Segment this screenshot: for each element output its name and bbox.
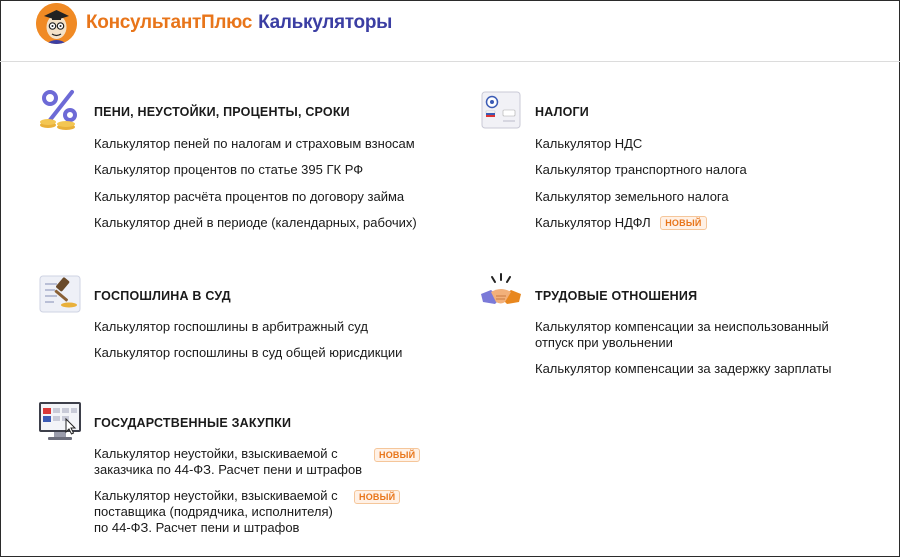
link-loan-interest[interactable]: Калькулятор расчёта процентов по договору займа (94, 189, 405, 204)
new-badge: НОВЫЙ (660, 216, 706, 230)
link-ndfl-label: Калькулятор НДФЛ (535, 215, 651, 230)
link-land-tax[interactable]: Калькулятор земельного налога (535, 189, 729, 204)
computer-screen-icon (38, 399, 82, 443)
link-line: заказчика по 44-ФЗ. Расчет пени и штрафов (94, 462, 363, 477)
new-badge: НОВЫЙ (354, 490, 400, 504)
link-line: Калькулятор компенсации за неиспользованный (535, 319, 829, 334)
brand-title[interactable] (86, 12, 392, 34)
link-transport-tax[interactable]: Калькулятор транспортного налога (535, 162, 747, 177)
link-vat[interactable]: Калькулятор НДС (535, 136, 643, 151)
link-penalty-supplier[interactable] (94, 488, 338, 536)
link-vacation-compensation[interactable] (535, 319, 829, 351)
link-days-in-period[interactable]: Калькулятор дней в периоде (календарных, рабочих) (94, 215, 417, 230)
new-badge: НОВЫЙ (374, 448, 420, 462)
tax-document-icon (479, 88, 523, 132)
section-title: ГОСПОШЛИНА В СУД (94, 289, 231, 303)
section-title: ТРУДОВЫЕ ОТНОШЕНИЯ (535, 289, 698, 303)
header (0, 0, 900, 62)
section-title: НАЛОГИ (535, 105, 589, 119)
consultant-mascot-icon[interactable] (36, 3, 77, 44)
link-line: отпуск при увольнении (535, 335, 673, 350)
percent-coins-icon (38, 88, 82, 132)
brand-consultant: КонсультантПлюс (86, 12, 253, 33)
brand-calculators: Калькуляторы (258, 12, 393, 33)
link-penalty-customer[interactable] (94, 446, 362, 478)
link-fee-general-court[interactable]: Калькулятор госпошлины в суд общей юрисдикции (94, 345, 403, 360)
gavel-document-icon (38, 272, 82, 316)
section-title: ГОСУДАРСТВЕННЫЕ ЗАКУПКИ (94, 416, 292, 430)
link-peni-taxes[interactable]: Калькулятор пеней по налогам и страховым взносам (94, 136, 415, 151)
link-interest-395[interactable]: Калькулятор процентов по статье 395 ГК РФ (94, 162, 364, 177)
link-fee-arbitration[interactable]: Калькулятор госпошлины в арбитражный суд (94, 319, 368, 334)
link-line: Калькулятор неустойки, взыскиваемой с (94, 488, 338, 503)
link-line: Калькулятор неустойки, взыскиваемой с (94, 446, 338, 461)
link-salary-delay[interactable]: Калькулятор компенсации за задержку зарплаты (535, 361, 832, 376)
link-line: поставщика (подрядчика, исполнителя) (94, 504, 333, 519)
link-ndfl[interactable] (535, 215, 707, 231)
handshake-icon (479, 272, 523, 316)
section-title: ПЕНИ, НЕУСТОЙКИ, ПРОЦЕНТЫ, СРОКИ (94, 105, 350, 119)
link-line: по 44-ФЗ. Расчет пени и штрафов (94, 520, 300, 535)
